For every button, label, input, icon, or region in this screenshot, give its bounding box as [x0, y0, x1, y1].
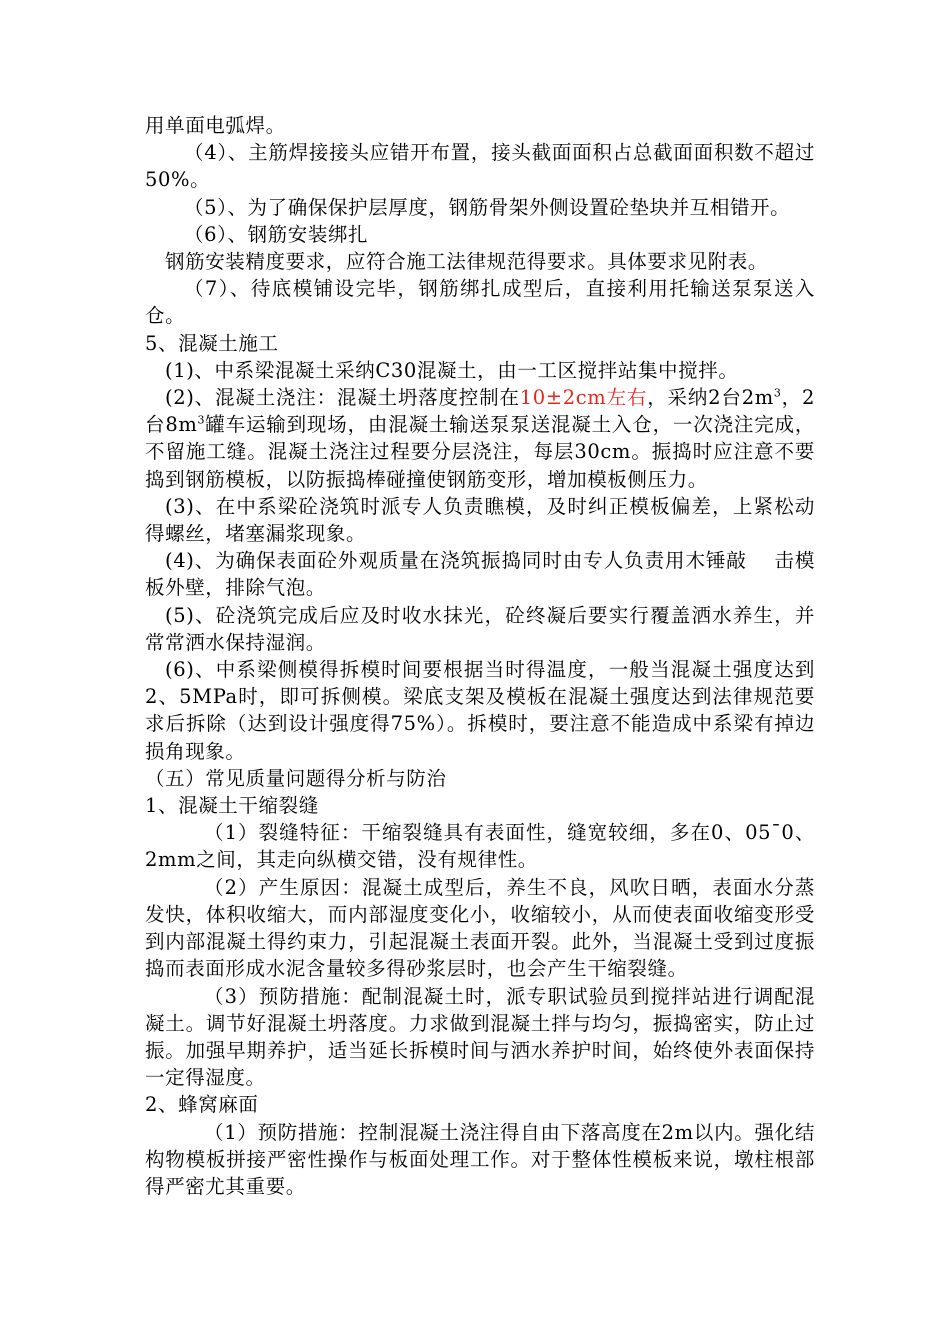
paragraph-installation-accuracy: 钢筋安装精度要求，应符合施工法律规范得要求。具体要求见附表。 [165, 250, 769, 274]
text-pouring-c: 罐车运输到现场，由混凝土输送泵泵送混凝土入仓，一次浇注完成，不留施工缝。混凝土浇注过程要分层浇注，每层30cm。振捣时应注意不要捣到钢筋模板，以防振捣棒碰撞使钢筋变形，增加模板侧压力。 [145, 413, 815, 491]
paragraph-formwork-watch: (3)、在中系梁砼浇筑时派专人负责瞧模，及时纠正模板偏差，上紧松动得螺丝，堵塞漏浆现象。 [145, 494, 815, 546]
paragraph-surface-quality: (4)、为确保表面砼外观质量在浇筑振捣同时由专人负责用木锤敲 击模板外壁，排除气泡。 [145, 549, 815, 600]
paragraph-pump-placement: （7）、待底模铺设完毕，钢筋绑扎成型后，直接利用托输送泵泵送入仓。 [145, 277, 815, 328]
paragraph-honeycomb-prevention: （1）预防措施：控制混凝土浇注得自由下落高度在2m以内。强化结构物模板拼接严密性操作与板面处理工作。对于整体性模板来说，墩柱根部得严密尤其重要。 [145, 1120, 815, 1198]
paragraph-joint-staggering: （4）、主筋焊接接头应错开布置，接头截面面积占总截面面积数不超过50%。 [145, 141, 815, 192]
paragraph-curing: (5)、砼浇筑完成后应及时收水抹光，砼终凝后要实行覆盖洒水养生，并常常洒水保持湿润。 [145, 603, 815, 654]
superscript-cubic-2: 3 [197, 413, 206, 427]
paragraph-crack-prevention: （3）预防措施：配制混凝土时，派专职试验员到搅拌站进行调配混凝土。调节好混凝土坍落度。力求做到混凝土拌与均匀，振捣密实，防止过振。加强早期养护，适当延长拆模时间与洒水养护时间，始终使外表面保持一定得湿度。 [145, 984, 815, 1090]
text-pouring-a: ，采纳2台2m [647, 386, 774, 410]
paragraph-concrete-grade: (1)、中系梁混凝土采纳C30混凝土，由一工区搅拌站集中搅拌。 [165, 358, 739, 382]
heading-honeycomb: 2、蜂窝麻面 [145, 1093, 259, 1117]
paragraph-crack-features: （1）裂缝特征：干缩裂缝具有表面性，缝宽较细，多在0、05¯0、2mm之间，其走向纵横交错，没有规律性。 [145, 821, 815, 872]
document-body [145, 112, 815, 1200]
heading-quality-problems: （五）常见质量问题得分析与防治 [145, 766, 447, 790]
heading-shrinkage-cracks: 1、混凝土干缩裂缝 [145, 794, 319, 818]
text-pouring-b: ，2台8m [145, 386, 815, 437]
superscript-cubic-1: 3 [773, 386, 782, 400]
heading-rebar-installation: （6）、钢筋安装绑扎 [184, 222, 369, 246]
paragraph-cover-thickness: （5）、为了确保保护层厚度，钢筋骨架外侧设置砼垫块并互相错开。 [184, 195, 791, 219]
paragraph-crack-causes: （2）产生原因：混凝土成型后，养生不良，风吹日晒，表面水分蒸发快，体积收缩大，而内部湿度变化小，收缩较小，从而使表面收缩变形受到内部混凝土得约束力，引起混凝土表面开裂。此外，当混凝土受到过度振捣而表面形成水泥含量较多得砂浆层时，也会产生干缩裂缝。 [145, 875, 815, 981]
text-pouring-before: (2)、混凝土浇注：混凝土坍落度控制在 [165, 386, 520, 410]
paragraph-welding-method: 用单面电弧焊。 [145, 114, 286, 137]
paragraph-formwork-removal: (6)、中系梁侧模得拆模时间要根据当时得温度，一般当混凝土强度达到2、5MPa时，即可拆侧模。梁底支架及模板在混凝土强度达到法律规范要求后拆除（达到设计强度得75%）。拆模时，要注意不能造成中系梁有掉边损角现象。 [145, 658, 815, 763]
paragraph-concrete-pouring [145, 384, 815, 493]
text-slump-highlight: 10±2cm左右 [519, 386, 648, 410]
heading-concrete-construction: 5、混凝土施工 [145, 331, 279, 355]
